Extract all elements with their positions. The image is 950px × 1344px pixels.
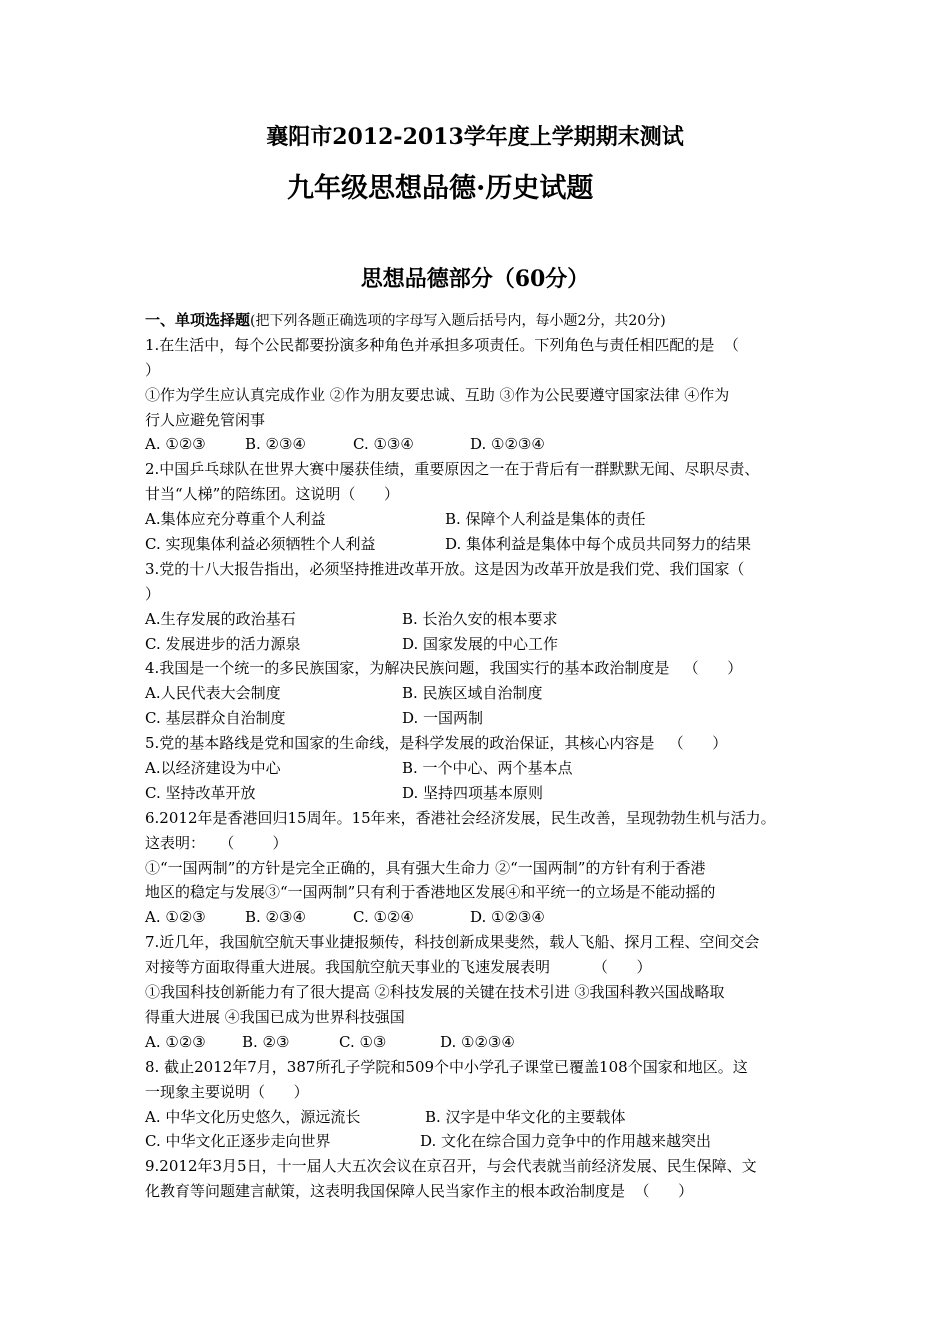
option-b: B. 民族区域自治制度	[402, 684, 543, 703]
option-d: D. 坚持四项基本原则	[402, 783, 544, 802]
option-d: D. ①②③④	[470, 908, 545, 927]
option-a: A. ①②③	[145, 435, 206, 454]
question-6-options	[145, 905, 825, 930]
option-c: C. 中华文化正逐步走向世界	[145, 1132, 331, 1151]
question-3-options-row1	[145, 607, 825, 632]
question-body	[145, 308, 825, 1204]
question-5-options-row2	[145, 781, 825, 806]
option-c: C. ①③	[339, 1032, 387, 1051]
option-d: D. 一国两制	[402, 709, 484, 728]
option-a: A.以经济建设为中心	[145, 759, 281, 778]
question-4-options-row2	[145, 706, 825, 731]
question-6-stem: 6.2012年是香港回归15周年。15年来，香港社会经济发展，民生改善，呈现勃勃生机与活力。	[145, 808, 776, 827]
question-2-options-row2	[145, 532, 825, 557]
question-2-stem-cont: 甘当“人梯”的陪练团。这说明（ ）	[145, 485, 399, 504]
question-4-stem: 4.我国是一个统一的多民族国家，为解决民族问题，我国实行的基本政治制度是 （ ）	[145, 659, 743, 678]
option-c: C. ①③④	[353, 435, 414, 454]
option-b: B. ②③④	[245, 435, 306, 454]
question-4-options-row1	[145, 681, 825, 706]
question-8-stem: 8. 截止2012年7月，387所孔子学院和509个中小学孔子课堂已覆盖108个国家和地区。这	[145, 1057, 748, 1076]
option-d: D. 国家发展的中心工作	[402, 634, 559, 653]
question-7-statements-cont: 得重大进展 ④我国已成为世界科技强国	[145, 1007, 405, 1026]
option-b: B. 一个中心、两个基本点	[402, 759, 573, 778]
option-a: A.人民代表大会制度	[145, 684, 281, 703]
question-5-stem: 5.党的基本路线是党和国家的生命线，是科学发展的政治保证，其核心内容是 （ ）	[145, 734, 728, 753]
question-1-statements-cont: 行人应避免管闲事	[145, 410, 266, 429]
exam-title: 襄阳市2012-2013学年度上学期期末测试	[266, 124, 684, 150]
option-d: D. ①②③④	[470, 435, 545, 454]
part-instruction: (把下列各题正确选项的字母写入题后括号内，每小题2分，共20分)	[250, 313, 666, 329]
question-6-stem-cont: 这表明： （ ）	[145, 833, 288, 852]
question-8-stem-cont: 一现象主要说明（ ）	[145, 1082, 309, 1101]
question-3-stem-cont: ）	[145, 584, 161, 603]
question-7-options	[145, 1030, 825, 1055]
option-d: D. 文化在综合国力竞争中的作用越来越突出	[420, 1132, 712, 1151]
option-a: A.集体应充分尊重个人利益	[145, 510, 326, 529]
option-b: B. ②③	[242, 1032, 290, 1051]
option-a: A. ①②③	[145, 908, 206, 927]
question-7-stem: 7.近几年，我国航空航天事业捷报频传，科技创新成果斐然，载人飞船、探月工程、空间交会	[145, 933, 760, 952]
question-3-options-row2	[145, 632, 825, 657]
question-3-stem: 3.党的十八大报告指出，必须坚持推进改革开放。这是因为改革开放是我们党、我们国家（	[145, 559, 745, 578]
option-c: C. 坚持改革开放	[145, 783, 256, 802]
option-c: C. 实现集体利益必须牺牲个人利益	[145, 535, 376, 554]
question-6-statements: ①“一国两制”的方针是完全正确的，具有强大生命力 ②“一国两制”的方针有利于香港	[145, 858, 706, 877]
option-c: C. ①②④	[353, 908, 414, 927]
option-a: A. 中华文化历史悠久，源远流长	[145, 1107, 361, 1126]
option-a: A.生存发展的政治基石	[145, 609, 296, 628]
part-heading	[145, 308, 825, 333]
question-7-stem-cont: 对接等方面取得重大进展。我国航空航天事业的飞速发展表明 （ ）	[145, 958, 652, 977]
question-1-stem: 1.在生活中，每个公民都要扮演多种角色并承担多项责任。下列角色与责任相匹配的是 （	[145, 335, 739, 354]
question-2-stem: 2.中国乒乓球队在世界大赛中屡获佳绩，重要原因之一在于背后有一群默默无闻、尽职尽责、	[145, 460, 760, 479]
question-8-options-row1	[145, 1105, 825, 1130]
question-7-statements: ①我国科技创新能力有了很大提高 ②科技发展的关键在技术引进 ③我国科教兴国战略取	[145, 983, 725, 1002]
option-b: B. 保障个人利益是集体的责任	[445, 510, 646, 529]
option-d: D. ①②③④	[440, 1032, 515, 1051]
question-1-options	[145, 432, 825, 457]
option-a: A. ①②③	[145, 1032, 206, 1051]
question-1-stem-cont: ）	[145, 360, 161, 379]
question-8-options-row2	[145, 1129, 825, 1154]
option-b: B. 长治久安的根本要求	[402, 609, 558, 628]
question-2-options-row1	[145, 507, 825, 532]
question-5-options-row1	[145, 756, 825, 781]
question-6-statements-cont: 地区的稳定与发展③“一国两制”只有利于香港地区发展④和平统一的立场是不能动摇的	[145, 883, 716, 902]
option-c: C. 发展进步的活力源泉	[145, 634, 301, 653]
option-c: C. 基层群众自治制度	[145, 709, 286, 728]
option-b: B. 汉字是中华文化的主要载体	[425, 1107, 626, 1126]
section-title: 思想品德部分（60分）	[360, 266, 590, 292]
question-1-statements: ①作为学生应认真完成作业 ②作为朋友要忠诚、互助 ③作为公民要遵守国家法律 ④作为	[145, 385, 730, 404]
option-d: D. 集体利益是集体中每个成员共同努力的结果	[445, 535, 752, 554]
question-9-stem-cont: 化教育等问题建言献策，这表明我国保障人民当家作主的根本政治制度是 （ ）	[145, 1182, 694, 1201]
question-9-stem: 9.2012年3月5日，十一届人大五次会议在京召开，与会代表就当前经济发展、民生保障、文	[145, 1157, 757, 1176]
exam-subtitle: 九年级思想品德·历史试题	[287, 173, 594, 204]
option-b: B. ②③④	[245, 908, 306, 927]
part-heading-label: 一、单项选择题	[145, 311, 251, 329]
